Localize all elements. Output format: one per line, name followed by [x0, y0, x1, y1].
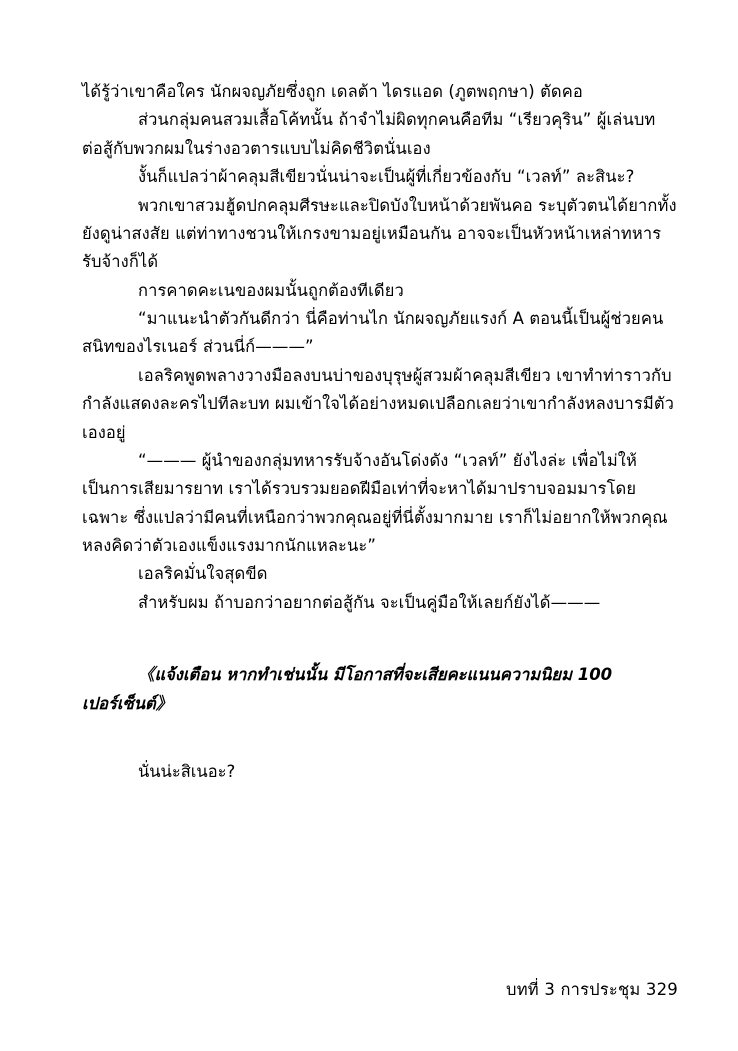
paragraph: สำหรับผม ถ้าบอกว่าอยากต่อสู้กัน จะเป็นคู่มือให้เลยก์ยังได้———: [138, 592, 601, 612]
paragraph: เอลริคมั่นใจสุดขีด: [138, 564, 268, 584]
paragraph: “——— ผู้นำของกลุ่มทหารรับจ้างอันโด่งดัง “เวลท์” ยังไงล่ะ เพื่อไม่ให้เป็นการเสียมารยาท เราได้รวบรวมยอดฝีมือเท่าที่จะหาได้มาปราบจอมมารโดยเฉพาะ ซึ่งแปลว่ามีคนที่เหนือกว่าพวกคุณอยู่ที่นี่ตั้งมากมาย เราก็ไม่อยากให้พวกคุณหลงคิดว่าตัวเองแข็งแรงมากนักแหละนะ”: [82, 450, 668, 555]
paragraph: งั้นก็แปลว่าผ้าคลุมสีเขียวนั่นน่าจะเป็นผู้ที่เกี่ยวข้องกับ “เวลท์” ละสินะ?: [138, 167, 635, 187]
body-text-block: [82, 78, 678, 617]
page-footer: บทที่ 3 การประชุม 329: [506, 980, 678, 999]
paragraph: ได้รู้ว่าเขาคือใคร นักผจญภัยซึ่งถูก เดลต้า ไดรแอด (ภูตพฤกษา) ตัดคอ: [82, 82, 583, 101]
paragraph: นั่นน่ะสิเนอะ?: [138, 761, 236, 781]
paragraph: พวกเขาสวมฮู้ดปกคลุมศีรษะและปิดบังใบหน้าด้วยพันคอ ระบุตัวตนได้ยากทั้งยังดูน่าสงสัย แต่ท่าทางชวนให้เกรงขามอยู่เหมือนกัน อาจจะเป็นหัวหน้าเหล่าทหารรับจ้างก็ได้: [82, 195, 677, 272]
paragraph: เอลริคพูดพลางวางมือลงบนบ่าของบุรุษผู้สวมผ้าคลุมสีเขียว เขาทำท่าราวกับกำลังแสดงละครไปทีละบท ผมเข้าใจได้อย่างหมดเปลือกเลยว่าเขากำลังหลงบารมีตัวเองอยู่: [82, 365, 675, 442]
paragraph: “มาแนะนำตัวกันดีกว่า นี่คือท่านไก นักผจญภัยแรงก์ A ตอนนี้เป็นผู้ช่วยคนสนิทของไรเนอร์ ส่วนนี่ก์———”: [82, 309, 664, 357]
system-warning-message: 《แจ้งเตือน หากทำเช่นนั้น มีโอกาสที่จะเสียคะแนนความนิยม 100 เปอร์เซ็นต์》: [82, 665, 613, 713]
paragraph: การคาดคะเนของผมนั้นถูกต้องทีเดียว: [138, 280, 404, 300]
paragraph: ส่วนกลุ่มคนสวมเสื้อโค้ทนั้น ถ้าจำไม่ผิดทุกคนคือทีม “เรียวคุริน” ผู้เล่นบทต่อสู้กับพวกผมในร่างอวตารแบบไม่คิดชีวิตนั่นเอง: [82, 110, 656, 158]
